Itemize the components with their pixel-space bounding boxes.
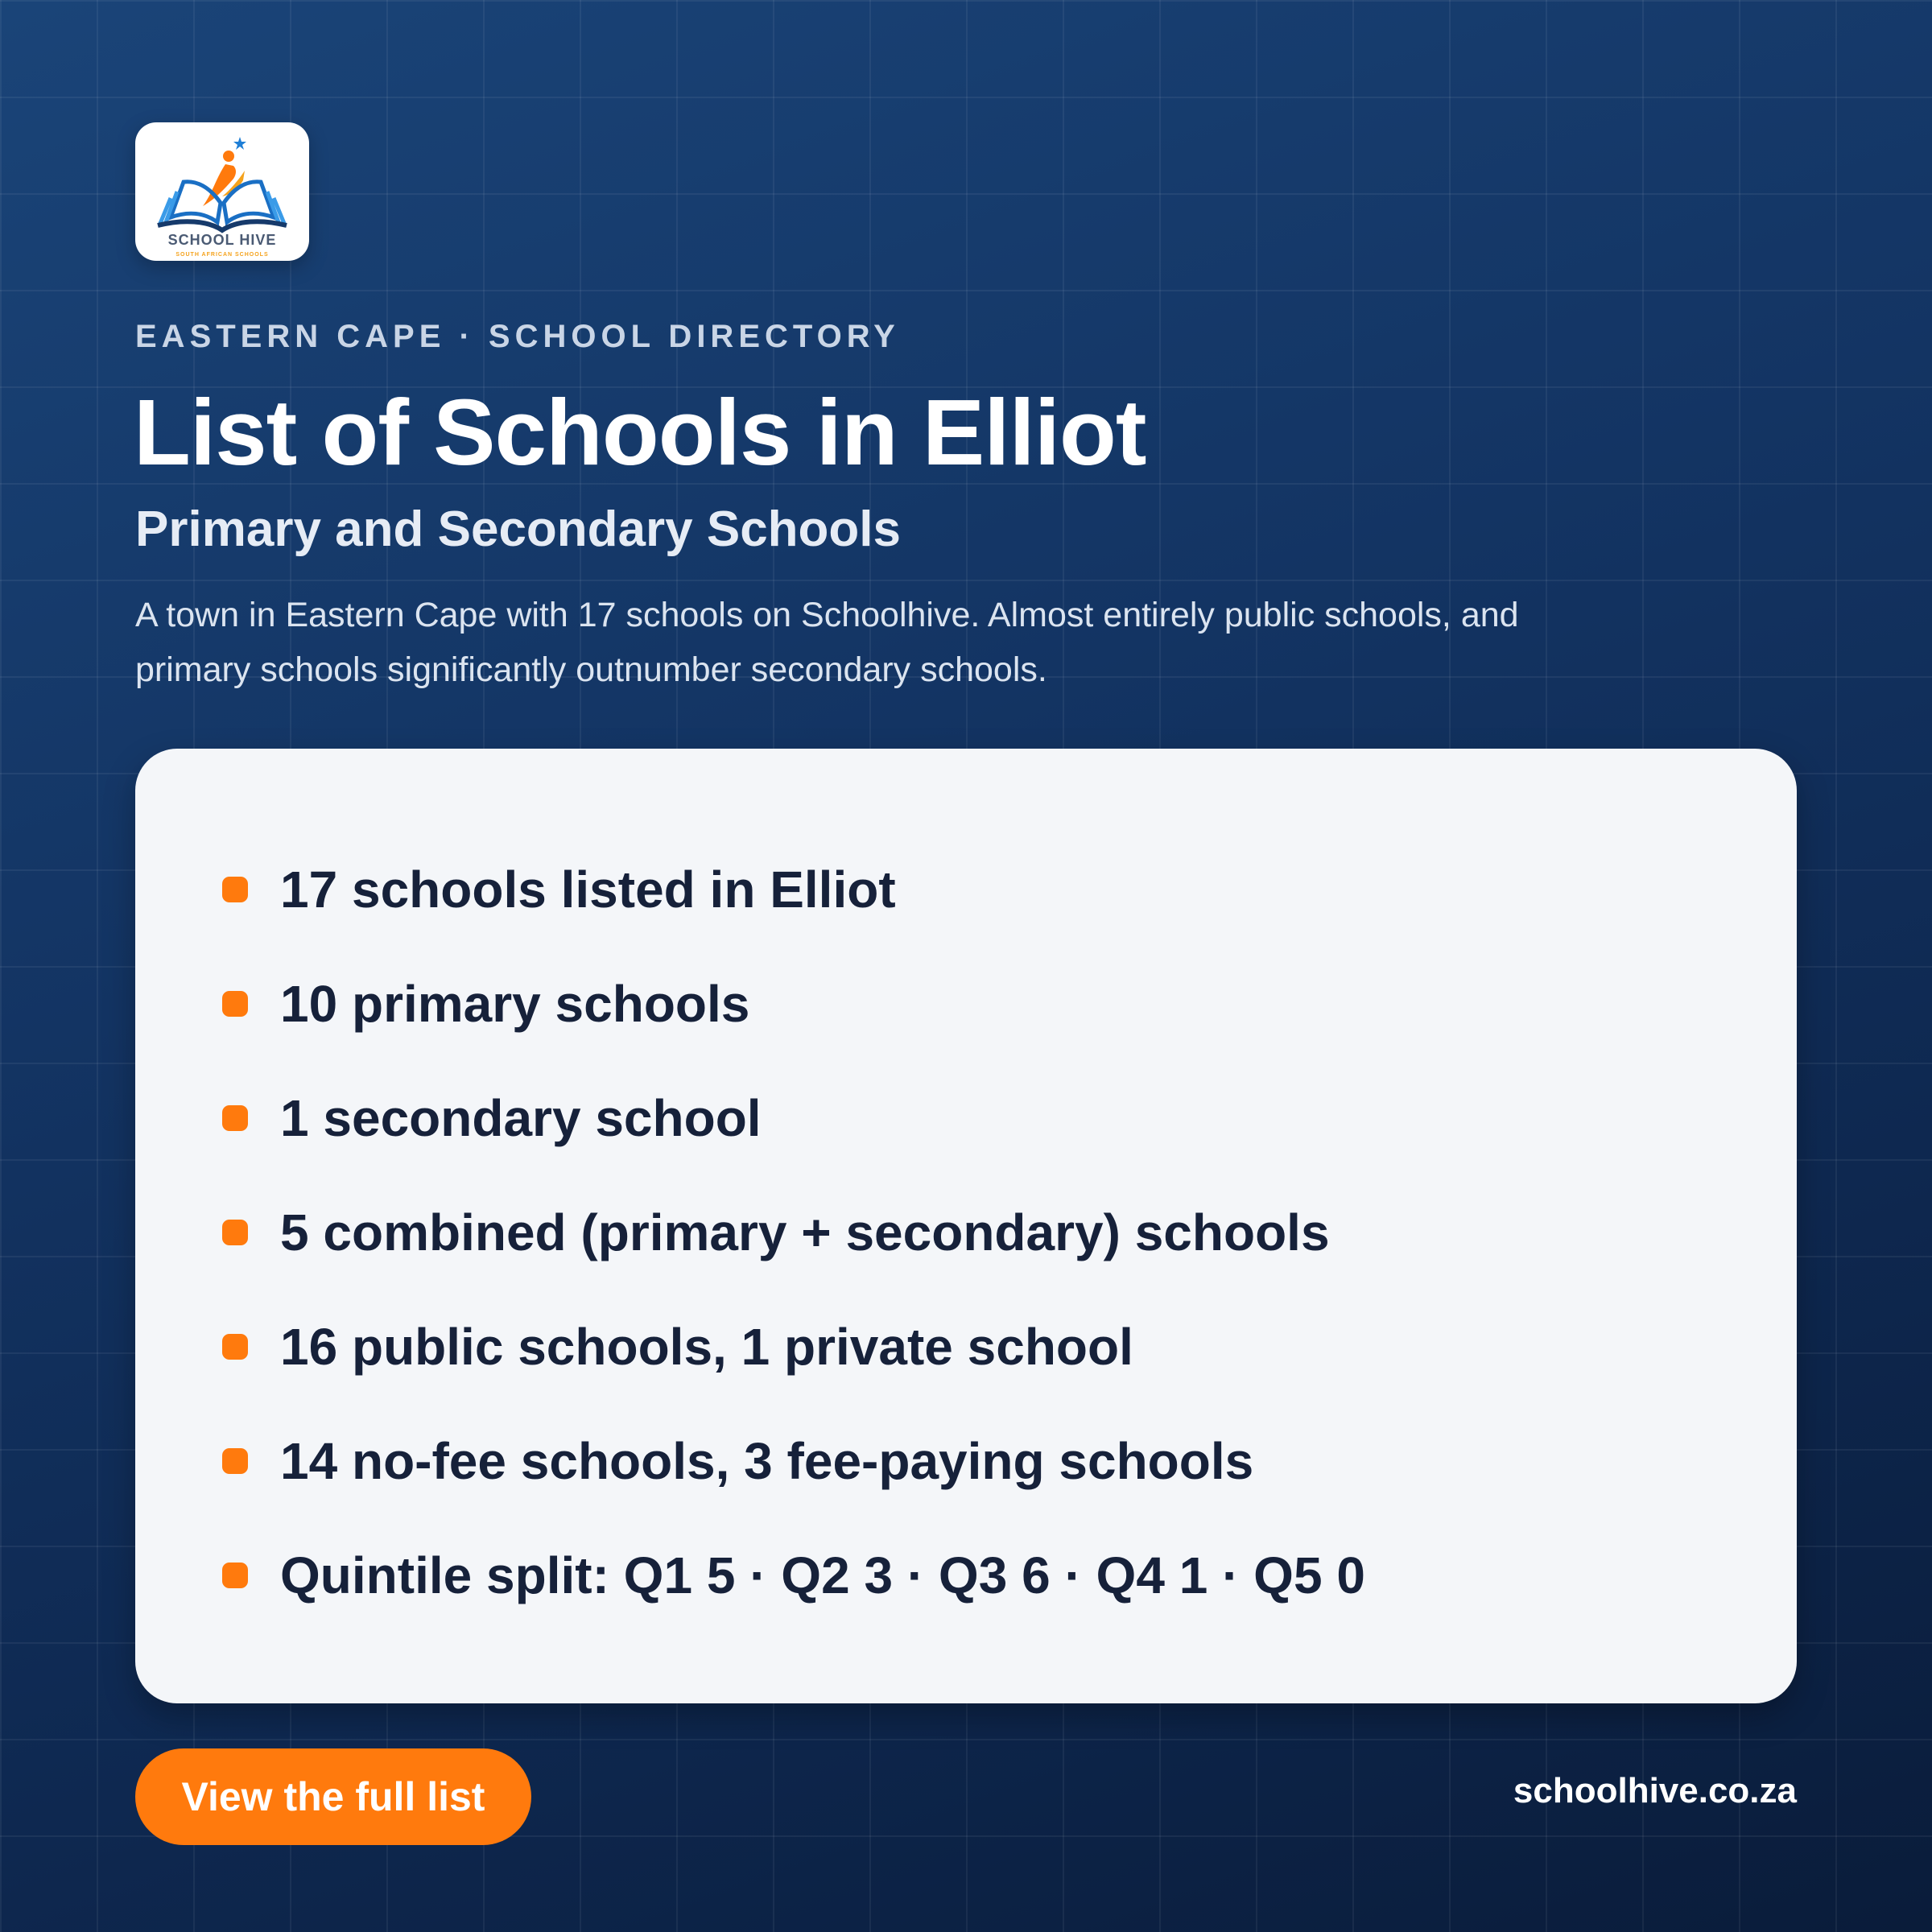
bullet-icon [222,991,248,1017]
logo-wordmark: SCHOOL HIVE [167,232,277,248]
list-item [222,1175,1365,1290]
stat-text: 10 primary schools [280,975,750,1033]
open-book-graduate-icon [135,122,309,261]
logo-tagline: SOUTH AFRICAN SCHOOLS [175,252,269,258]
site-url: schoolhive.co.za [1513,1771,1797,1810]
stat-text: 17 schools listed in Elliot [280,861,896,919]
bullet-icon [222,877,248,902]
page-title: List of Schools in Elliot [134,380,1146,485]
stat-text: Quintile split: Q1 5 · Q2 3 · Q3 6 · Q4 1 · Q5 0 [280,1546,1365,1604]
list-item [222,947,1365,1061]
stat-text: 16 public schools, 1 private school [280,1318,1133,1376]
bullet-icon [222,1563,248,1588]
stat-text: 5 combined (primary + secondary) schools [280,1203,1330,1261]
list-item [222,1518,1365,1633]
list-item [222,832,1365,947]
page-subtitle: Primary and Secondary Schools [135,502,902,557]
school-hive-logo [135,122,309,261]
stats-list [222,832,1365,1633]
eyebrow-label: EASTERN CAPE · SCHOOL DIRECTORY [135,319,900,354]
bullet-icon [222,1105,248,1131]
page-description: A town in Eastern Cape with 17 schools on Schoolhive. Almost entirely public schools, and primary schools significantly outnumber secondary schools. [135,596,1519,689]
list-item [222,1290,1365,1404]
view-full-list-button[interactable]: View the full list [135,1748,531,1845]
stats-card [135,749,1797,1703]
bullet-icon [222,1448,248,1474]
bullet-icon [222,1334,248,1360]
stat-text: 14 no-fee schools, 3 fee-paying schools [280,1432,1254,1490]
list-item [222,1061,1365,1175]
bullet-icon [222,1220,248,1245]
list-item [222,1404,1365,1518]
stat-text: 1 secondary school [280,1089,762,1147]
